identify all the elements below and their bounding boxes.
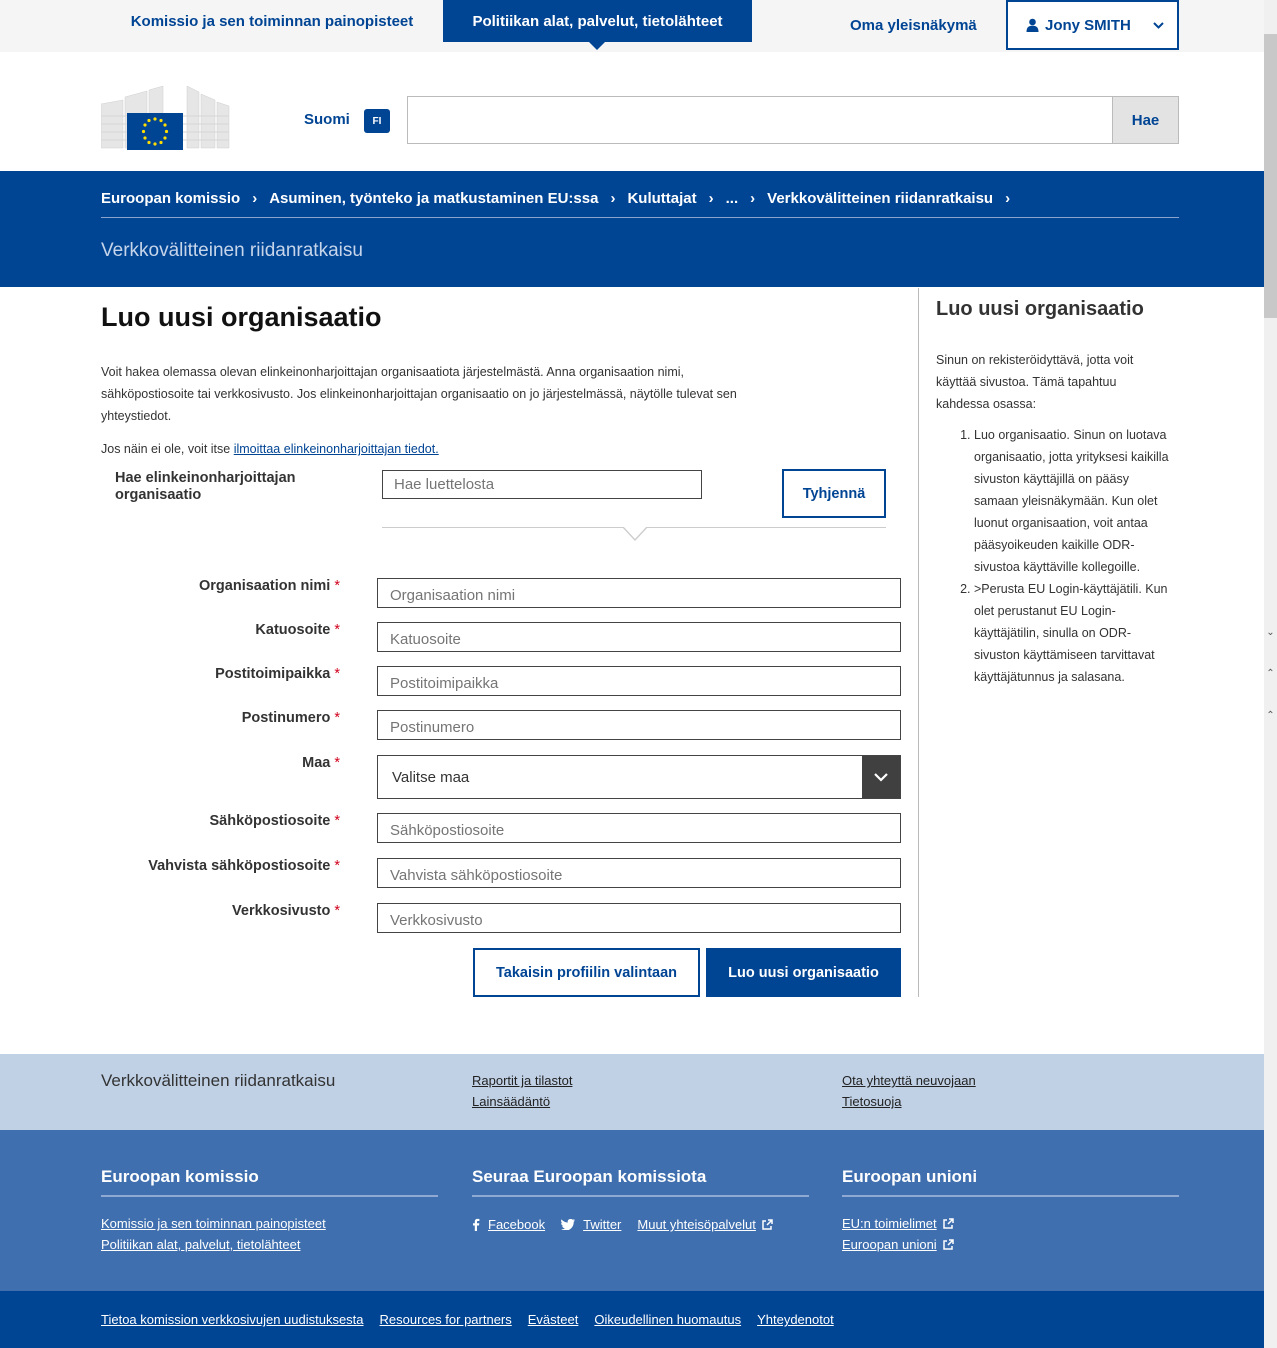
top-navigation: [0, 0, 1264, 52]
search-input[interactable]: [407, 96, 1113, 144]
site-footer: [0, 1054, 1264, 1130]
page-title: Luo uusi organisaatio: [101, 302, 382, 332]
report-trader-link[interactable]: ilmoittaa elinkeinonharjoittajan tiedot.: [233, 442, 439, 456]
chevron-right-icon: ›: [750, 189, 756, 207]
country-select-value: Valitse maa: [392, 768, 470, 786]
breadcrumb-item[interactable]: ...: [725, 189, 739, 207]
twitter-link[interactable]: Twitter: [583, 1217, 622, 1232]
external-link-icon: [943, 1239, 954, 1250]
external-link-icon: [943, 1218, 954, 1229]
org-name-label: [100, 578, 340, 594]
create-organisation-button[interactable]: Luo uusi organisaatio: [706, 948, 901, 997]
city-input[interactable]: [377, 666, 901, 696]
twitter-icon: [561, 1219, 575, 1230]
email-confirm-label: [100, 858, 340, 874]
footer-link[interactable]: Komissio ja sen toiminnan painopisteet: [101, 1216, 326, 1231]
language-selector[interactable]: Suomi: [304, 111, 350, 128]
site-header: [0, 52, 1264, 171]
intro-text-2: [101, 438, 439, 460]
nav-tab-commission[interactable]: Komissio ja sen toiminnan painopisteet: [130, 12, 414, 30]
chevron-down-icon[interactable]: ⌄: [1266, 627, 1275, 638]
required-mark: *: [334, 813, 340, 829]
street-label: [100, 622, 340, 638]
country-select[interactable]: [377, 755, 901, 799]
chevron-right-icon: ›: [252, 189, 258, 207]
footer-link[interactable]: Lainsäädäntö: [472, 1094, 551, 1109]
corporate-footer: [0, 1130, 1264, 1291]
footer-heading: Euroopan komissio: [101, 1167, 438, 1197]
footer-link[interactable]: Tietosuoja: [842, 1094, 902, 1109]
footer-site-name: Verkkovälitteinen riidanratkaisu: [101, 1071, 336, 1090]
scrollbar[interactable]: [1264, 0, 1277, 1348]
required-mark: *: [334, 858, 340, 874]
footer-links-col1: [472, 1070, 572, 1112]
street-label-text: Katuosoite: [255, 622, 331, 638]
street-input[interactable]: [377, 622, 901, 652]
email-label-text: Sähköpostiosoite: [209, 813, 331, 829]
chevron-right-icon: ›: [1005, 189, 1011, 207]
chevron-right-icon: ›: [708, 189, 714, 207]
footer-heading: Euroopan unioni: [842, 1167, 1179, 1197]
scrollbar-thumb[interactable]: [1264, 34, 1277, 318]
city-label-text: Postitoimipaikka: [215, 666, 331, 682]
back-to-profile-button[interactable]: Takaisin profiilin valintaan: [473, 948, 700, 997]
nav-tab-policies[interactable]: Politiikan alat, palvelut, tietolähteet: [443, 0, 752, 42]
language-code-badge[interactable]: FI: [364, 109, 390, 133]
required-mark: *: [334, 710, 340, 726]
city-label: [100, 666, 340, 682]
required-mark: *: [334, 755, 340, 771]
my-view-link[interactable]: Oma yleisnäkymä: [850, 16, 977, 34]
user-name: Jony SMITH: [1045, 16, 1131, 34]
email-confirm-label-text: Vahvista sähköpostiosoite: [148, 858, 331, 874]
breadcrumb-item[interactable]: Asuminen, työnteko ja matkustaminen EU:ssa: [269, 189, 599, 207]
chevron-right-icon: ›: [610, 189, 616, 207]
footer-commission: [101, 1167, 438, 1255]
footer-link[interactable]: Ota yhteyttä neuvojaan: [842, 1073, 976, 1088]
breadcrumb: [101, 187, 1179, 218]
country-label-text: Maa: [302, 755, 331, 771]
other-social-link[interactable]: Muut yhteisöpalvelut: [637, 1217, 756, 1232]
footer-link[interactable]: Yhteydenotot: [757, 1312, 834, 1327]
website-label: [100, 903, 340, 919]
chevron-down-icon[interactable]: [862, 756, 900, 798]
facebook-icon: [472, 1218, 480, 1231]
org-name-input[interactable]: [377, 578, 901, 608]
footer-follow: [472, 1167, 809, 1232]
list-item: 2. >Perusta EU Login-käyttäjätili. Kun olet perustanut EU Login-käyttäjätilin, sinulla on ODR-sivuston käyttämiseen tarvittavat käyttäjätunnus ja salasana.: [974, 578, 1174, 688]
breadcrumb-item[interactable]: Verkkovälitteinen riidanratkaisu: [767, 189, 994, 207]
chevron-up-icon[interactable]: ⌃: [1266, 710, 1275, 721]
footer-link[interactable]: Euroopan unioni: [842, 1237, 937, 1252]
footer-link[interactable]: Politiikan alat, palvelut, tietolähteet: [101, 1237, 301, 1252]
postcode-label-text: Postinumero: [241, 710, 331, 726]
email-confirm-input[interactable]: [377, 858, 901, 888]
email-input[interactable]: [377, 813, 901, 843]
chevron-up-icon[interactable]: ⌃: [1266, 668, 1275, 679]
divider-notch: [622, 527, 648, 541]
footer-link[interactable]: Oikeudellinen huomautus: [594, 1312, 742, 1327]
footer-link[interactable]: Resources for partners: [379, 1312, 512, 1327]
footer-links-col2: [842, 1070, 976, 1112]
email-label: [100, 813, 340, 829]
search-button[interactable]: Hae: [1112, 96, 1179, 144]
required-mark: *: [334, 666, 340, 682]
required-mark: *: [334, 578, 340, 594]
footer-link[interactable]: Raportit ja tilastot: [472, 1073, 573, 1088]
footer-link[interactable]: Tietoa komission verkkosivujen uudistuksesta: [101, 1312, 364, 1327]
footer-link[interactable]: EU:n toimielimet: [842, 1216, 937, 1231]
required-mark: *: [334, 622, 340, 638]
footer-link[interactable]: Evästeet: [527, 1312, 579, 1327]
external-link-icon: [762, 1219, 773, 1230]
user-menu-button[interactable]: [1006, 0, 1179, 50]
european-commission-logo[interactable]: [101, 86, 231, 152]
sidebar-title: Luo uusi organisaatio: [936, 298, 1144, 320]
org-name-label-text: Organisaation nimi: [199, 578, 331, 594]
chevron-down-icon: [1153, 22, 1164, 29]
list-item: 1. Luo organisaatio. Sinun on luotava organisaatio, jotta yrityksesi kaikilla sivuston käyttäjillä on pääsy samaan yleisnäkymään. Kun olet luonut organisaation, voit antaa pääsyoikeuden kaikille ODR-sivustoa käyttäville kollegoille.: [974, 424, 1174, 578]
website-input[interactable]: [377, 903, 901, 933]
required-mark: *: [334, 903, 340, 919]
facebook-link[interactable]: Facebook: [488, 1217, 546, 1232]
breadcrumb-item[interactable]: Euroopan komissio: [101, 189, 241, 207]
website-label-text: Verkkosivusto: [232, 903, 331, 919]
intro-text-2-prefix: Jos näin ei ole, voit itse: [101, 442, 234, 456]
sidebar-steps: [974, 424, 1174, 688]
sidebar-text: Sinun on rekisteröidyttävä, jotta voit käyttää sivustoa. Tämä tapahtuu kahdessa osassa:: [936, 353, 1134, 411]
site-name: Verkkovälitteinen riidanratkaisu: [101, 240, 363, 261]
breadcrumb-item[interactable]: Kuluttajat: [627, 189, 697, 207]
footer-heading: Seuraa Euroopan komissiota: [472, 1167, 809, 1197]
postcode-input[interactable]: [377, 710, 901, 740]
user-icon: [1026, 18, 1039, 32]
find-org-label: Hae elinkeinonharjoittajan organisaatio: [115, 470, 296, 503]
page-banner: [0, 171, 1264, 287]
bottom-footer: [0, 1291, 1264, 1348]
help-sidebar: [918, 288, 1182, 997]
footer-eu: [842, 1167, 1179, 1255]
clear-button[interactable]: Tyhjennä: [782, 469, 886, 518]
intro-text: Voit hakea olemassa olevan elinkeinonharjoittajan organisaatiota järjestelmästä. Anna organisaation nimi, sähköpostiosoite tai verkkosivusto. Jos elinkeinonharjoittajan organisaatio on jo järjestelmässä, näytölle tulevat sen yhteystiedot.: [101, 365, 737, 423]
country-label: [100, 755, 340, 771]
postcode-label: [100, 710, 340, 726]
find-org-input[interactable]: [382, 470, 702, 499]
